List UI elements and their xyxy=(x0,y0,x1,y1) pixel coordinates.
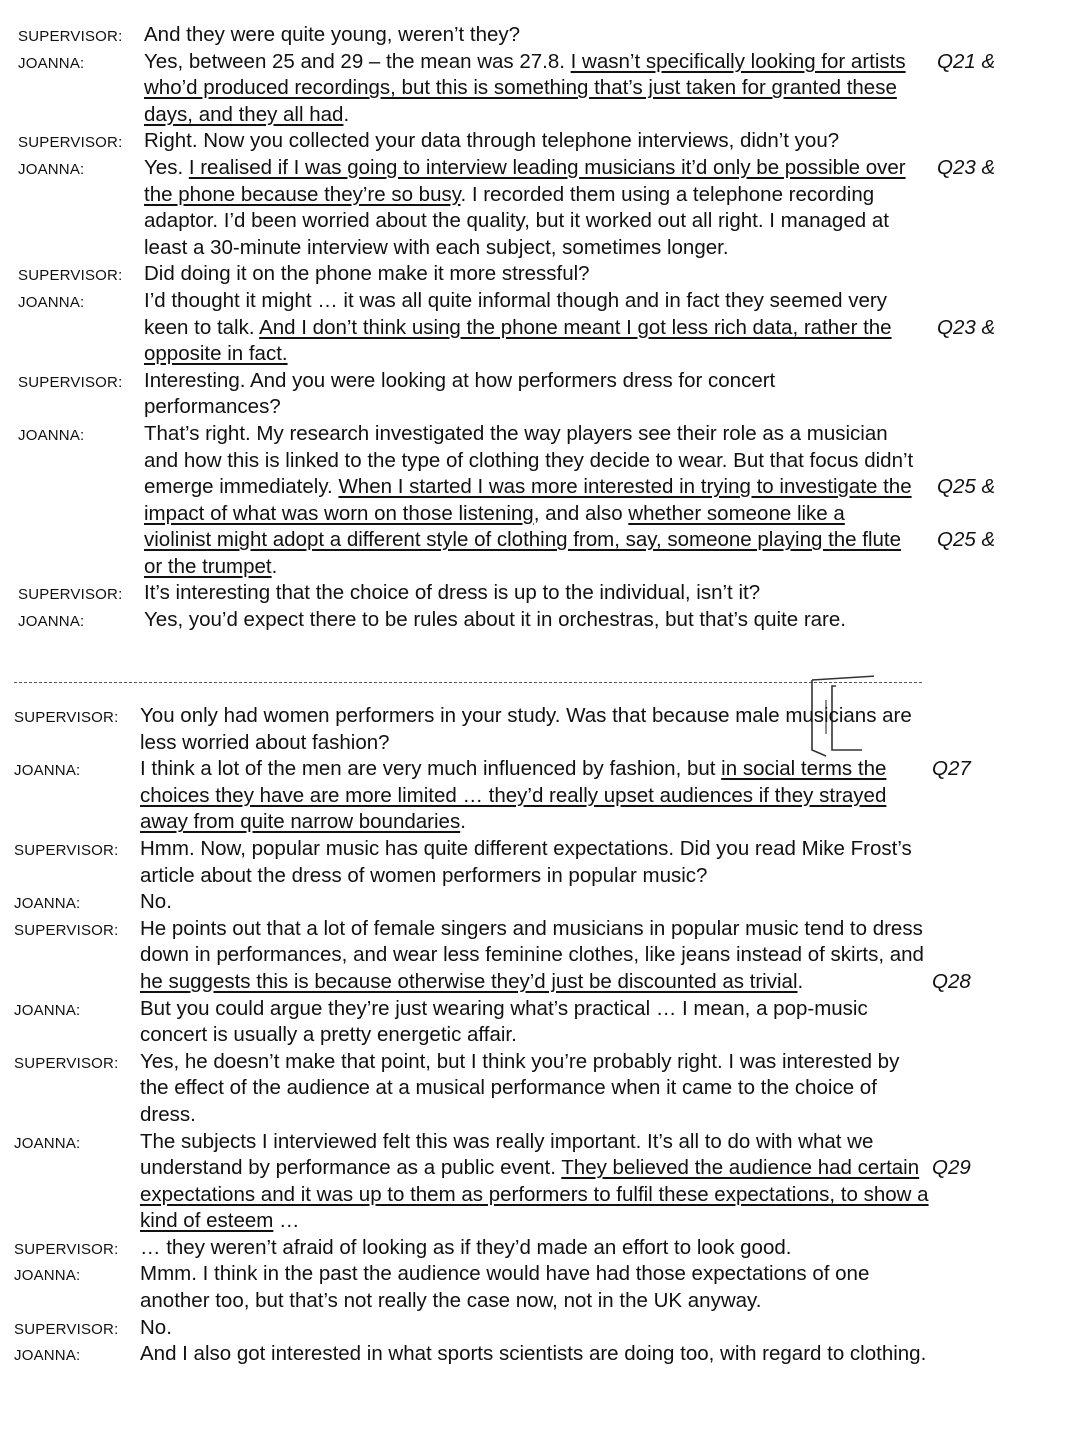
question-marker: Q25 & xyxy=(937,475,996,499)
speaker-label: SUPERVISOR: xyxy=(14,1320,119,1338)
section-divider xyxy=(14,682,922,683)
utterance-text xyxy=(140,1261,930,1314)
transcript-row xyxy=(0,580,1069,607)
question-marker: Q21 & xyxy=(937,49,996,73)
utterance-segment: Interesting. And you were looking at how performers dress for concert performances? xyxy=(144,368,776,419)
utterance-segment: … xyxy=(273,1209,300,1233)
speaker-label: SUPERVISOR: xyxy=(18,373,123,391)
utterance-segment: He points out that a lot of female singers and musicians in popular music tend to dress down in performances, and wear less feminine clothes, like jeans instead of skirts, and xyxy=(140,916,924,967)
transcript-row xyxy=(0,1235,1069,1262)
transcript-row xyxy=(0,1341,1069,1368)
question-marker: Q27 xyxy=(932,757,971,781)
transcript-row xyxy=(0,1049,1069,1129)
question-marker: Q23 & xyxy=(937,155,996,179)
speaker-label: JOANNA: xyxy=(18,426,85,444)
utterance-segment: You only had women performers in your study. Was that because male musicians are less worried about fashion? xyxy=(140,704,912,754)
speaker-label: SUPERVISOR: xyxy=(18,28,123,45)
utterance-segment: … they weren’t afraid of looking as if they’d made an effort to look good. xyxy=(140,1235,792,1259)
utterance-text xyxy=(144,421,914,581)
utterance-text xyxy=(140,1129,930,1235)
utterance-text xyxy=(140,836,930,889)
transcript-row xyxy=(0,288,1069,368)
utterance-text xyxy=(140,1049,930,1129)
speaker-label: JOANNA: xyxy=(18,293,85,311)
transcript-row xyxy=(0,703,1069,756)
utterance-text xyxy=(140,1235,930,1262)
speaker-label: SUPERVISOR: xyxy=(14,709,119,726)
underlined-answer-text: I realised if I was going to interview leading musicians it’d only be possible over the phone because they’re so busy xyxy=(144,155,906,206)
speaker-label: SUPERVISOR: xyxy=(14,1054,119,1072)
speaker-label: SUPERVISOR: xyxy=(18,586,123,604)
utterance-text xyxy=(140,1315,930,1342)
underlined-answer-text: They believed the audience had certain expectations and it was up to them as performers to fulfil these expectations, to show a kind of esteem xyxy=(140,1156,929,1233)
utterance-segment: No. xyxy=(140,890,172,914)
utterance-segment: It’s interesting that the choice of dress is up to the individual, isn’t it? xyxy=(144,581,761,605)
speaker-label: JOANNA: xyxy=(18,613,85,631)
transcript-row xyxy=(0,996,1069,1049)
underlined-answer-text: in social terms the choices they have are more limited … they’d really upset audiences if they strayed away from quite narrow boundaries xyxy=(140,757,887,834)
utterance-text xyxy=(144,261,914,288)
speaker-label: SUPERVISOR: xyxy=(18,267,123,285)
transcript-row xyxy=(0,916,1069,996)
utterance-segment: And I also got interested in what sports scientists are doing too, with regard to clothing. xyxy=(140,1342,927,1366)
utterance-text xyxy=(144,368,914,421)
utterance-text xyxy=(144,128,914,155)
speaker-label: SUPERVISOR: xyxy=(18,134,123,152)
underlined-answer-text: I wasn’t specifically looking for artists who’d produced recordings, but this is something that’s just taken for granted these days, and they all had xyxy=(144,49,906,126)
utterance-segment: And they were quite young, weren’t they? xyxy=(144,23,521,46)
utterance-segment: Right. Now you collected your data through telephone interviews, didn’t you? xyxy=(144,129,840,153)
underlined-answer-text: he suggests this is because otherwise they’d just be discounted as trivial xyxy=(140,969,798,993)
utterance-segment: No. xyxy=(140,1315,172,1339)
utterance-text xyxy=(140,703,930,756)
transcript-section-2 xyxy=(0,703,1069,1368)
question-marker: Q29 xyxy=(932,1156,971,1180)
transcript-row xyxy=(0,889,1069,916)
utterance-segment: Yes, he doesn’t make that point, but I think you’re probably right. I was interested by the effect of the audience at a musical performance when it came to the choice of dress. xyxy=(140,1049,900,1126)
transcript-row xyxy=(0,1261,1069,1314)
utterance-text xyxy=(144,49,914,129)
utterance-text xyxy=(144,580,914,607)
transcript-row xyxy=(0,261,1069,288)
utterance-text xyxy=(140,889,930,916)
question-marker: Q23 & xyxy=(937,315,996,339)
utterance-text xyxy=(140,996,930,1049)
utterance-segment: But you could argue they’re just wearing what’s practical … I mean, a pop-music concert is usually a pretty energetic affair. xyxy=(140,996,868,1047)
utterance-segment: . I recorded them using a telephone recording adaptor. I’d been worried about the quality, but it worked out all right. I managed at least a 30-minute interview with each subject, sometimes longer. xyxy=(144,182,889,259)
transcript-row xyxy=(0,756,1069,836)
utterance-segment: . xyxy=(343,102,350,126)
speaker-label: JOANNA: xyxy=(14,1267,81,1285)
utterance-segment: Hmm. Now, popular music has quite different expectations. Did you read Mike Frost’s article about the dress of women performers in popular music? xyxy=(140,836,912,887)
utterance-segment: The subjects I interviewed felt this was really important. It’s all to do with what we understand by performance as a public event. xyxy=(140,1129,874,1180)
utterance-segment: Yes, between 25 and 29 – the mean was 27.8. xyxy=(144,49,571,73)
speaker-label: JOANNA: xyxy=(14,1134,81,1152)
transcript-row xyxy=(0,368,1069,421)
utterance-segment: Did doing it on the phone make it more stressful? xyxy=(144,262,590,286)
utterance-segment: . xyxy=(460,810,466,834)
utterance-text xyxy=(144,607,914,634)
speaker-label: JOANNA: xyxy=(14,1347,81,1365)
utterance-segment: Yes. xyxy=(144,155,189,179)
utterance-text xyxy=(140,916,930,996)
transcript-section-1 xyxy=(0,22,1069,634)
transcript-row xyxy=(0,155,1069,261)
utterance-segment: . xyxy=(797,969,804,993)
underlined-answer-text: When I started I was more interested in trying to investigate the impact of what was worn on those listening xyxy=(144,475,912,525)
transcript-row xyxy=(0,49,1069,129)
transcript-row xyxy=(0,1129,1069,1235)
speaker-label: SUPERVISOR: xyxy=(14,1240,119,1258)
transcript-row xyxy=(0,128,1069,155)
utterance-segment: Mmm. I think in the past the audience would have had those expectations of one another too, but that’s not really the case now, not in the UK anyway. xyxy=(140,1262,870,1313)
utterance-segment: That’s right. My research investigated the way players see their role as a musician and how this is linked to the type of clothing they decide to wear. But that focus didn’t emerge immediately. xyxy=(144,421,914,499)
question-marker: Q25 & xyxy=(937,528,996,552)
speaker-label: SUPERVISOR: xyxy=(14,921,119,939)
speaker-label: SUPERVISOR: xyxy=(14,841,119,859)
question-marker: Q28 xyxy=(932,969,971,993)
transcript-row xyxy=(0,1315,1069,1342)
utterance-segment: . xyxy=(271,554,278,578)
utterance-text xyxy=(144,22,914,49)
transcript-row xyxy=(0,22,1069,49)
utterance-segment: Yes, you’d expect there to be rules about it in orchestras, but that’s quite rare. xyxy=(144,608,846,632)
utterance-segment: , and also xyxy=(533,501,629,525)
speaker-label: JOANNA: xyxy=(14,895,81,913)
utterance-segment: I’d thought it might … it was all quite informal though and in fact they seemed very keen to talk. xyxy=(144,288,887,339)
speaker-label: JOANNA: xyxy=(18,54,85,72)
underlined-answer-text: And I don’t think using the phone meant I got less rich data, rather the opposite in fact. xyxy=(144,315,892,366)
speaker-label: JOANNA: xyxy=(18,160,85,178)
transcript-row xyxy=(0,836,1069,889)
utterance-text xyxy=(144,155,914,261)
utterance-text xyxy=(140,1341,930,1368)
speaker-label: JOANNA: xyxy=(14,1001,81,1019)
utterance-text xyxy=(144,288,914,368)
transcript-row xyxy=(0,607,1069,634)
underlined-answer-text: whether someone like a violinist might adopt a different style of clothing from, say, someone playing the flute or the trumpet xyxy=(144,501,902,578)
speaker-label: JOANNA: xyxy=(14,762,81,780)
utterance-text xyxy=(140,756,930,836)
utterance-segment: I think a lot of the men are very much influenced by fashion, but xyxy=(140,757,722,781)
transcript-row xyxy=(0,421,1069,581)
